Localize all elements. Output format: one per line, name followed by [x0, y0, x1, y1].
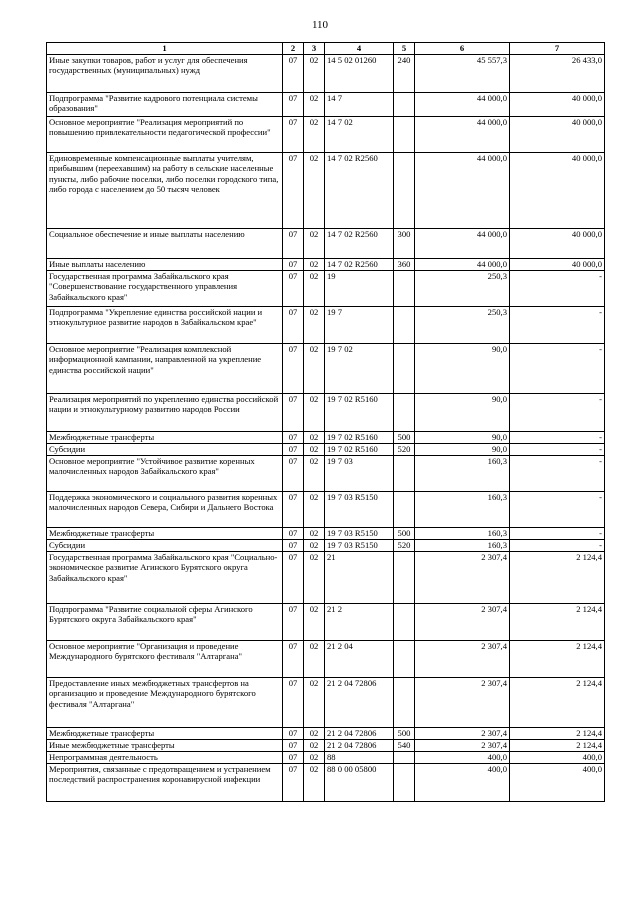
- row-target-article-cell: 14 7: [325, 93, 394, 117]
- row-section-cell: 07: [283, 752, 304, 764]
- row-expense-type-cell: [394, 394, 415, 432]
- row-target-article-cell: 14 5 02 01260: [325, 55, 394, 93]
- row-section-cell: 07: [283, 764, 304, 802]
- row-expense-type-cell: 520: [394, 444, 415, 456]
- row-subsection-cell: 02: [304, 55, 325, 93]
- row-subsection-cell: 02: [304, 678, 325, 728]
- row-target-article-cell: 14 7 02: [325, 117, 394, 153]
- row-target-article-cell: 19 7 03 R5150: [325, 492, 394, 528]
- row-amount-year2-cell: 2 124,4: [510, 641, 605, 678]
- row-amount-year2-cell: -: [510, 271, 605, 307]
- row-name-cell: Мероприятия, связанные с предотвращением и устранением последствий распространения коронавирусной инфекции: [47, 764, 283, 802]
- row-subsection-cell: 02: [304, 444, 325, 456]
- row-expense-type-cell: [394, 456, 415, 492]
- row-amount-year2-cell: -: [510, 344, 605, 394]
- row-target-article-cell: 19 7 02 R5160: [325, 394, 394, 432]
- row-name-cell: Предоставление иных межбюджетных трансфертов на организацию и проведение Международного бурятского фестиваля "Алтаргана": [47, 678, 283, 728]
- row-subsection-cell: 02: [304, 344, 325, 394]
- row-section-cell: 07: [283, 259, 304, 271]
- row-section-cell: 07: [283, 641, 304, 678]
- row-expense-type-cell: 360: [394, 259, 415, 271]
- row-amount-year1-cell: 250,3: [415, 271, 510, 307]
- row-amount-year2-cell: 40 000,0: [510, 117, 605, 153]
- row-target-article-cell: 19 7: [325, 307, 394, 344]
- row-amount-year1-cell: 160,3: [415, 528, 510, 540]
- row-section-cell: 07: [283, 492, 304, 528]
- row-amount-year2-cell: 400,0: [510, 752, 605, 764]
- row-amount-year1-cell: 2 307,4: [415, 728, 510, 740]
- row-target-article-cell: 14 7 02 R2560: [325, 229, 394, 259]
- row-amount-year2-cell: -: [510, 307, 605, 344]
- row-amount-year1-cell: 44 000,0: [415, 229, 510, 259]
- row-subsection-cell: 02: [304, 153, 325, 229]
- row-amount-year2-cell: 40 000,0: [510, 153, 605, 229]
- row-subsection-cell: 02: [304, 752, 325, 764]
- column-header: 5: [394, 43, 415, 55]
- table-row: [47, 432, 605, 444]
- row-expense-type-cell: 500: [394, 528, 415, 540]
- row-subsection-cell: 02: [304, 117, 325, 153]
- table-row: [47, 641, 605, 678]
- row-section-cell: 07: [283, 229, 304, 259]
- row-name-cell: Непрограммная деятельность: [47, 752, 283, 764]
- table-row: [47, 540, 605, 552]
- row-target-article-cell: 21 2 04 72806: [325, 740, 394, 752]
- row-target-article-cell: 19 7 03 R5150: [325, 528, 394, 540]
- row-expense-type-cell: [394, 678, 415, 728]
- row-amount-year1-cell: 2 307,4: [415, 678, 510, 728]
- row-amount-year1-cell: 2 307,4: [415, 604, 510, 641]
- row-amount-year2-cell: 2 124,4: [510, 552, 605, 604]
- row-amount-year1-cell: 400,0: [415, 764, 510, 802]
- row-section-cell: 07: [283, 55, 304, 93]
- row-target-article-cell: 14 7 02 R2560: [325, 153, 394, 229]
- table-body: [47, 55, 605, 802]
- row-section-cell: 07: [283, 93, 304, 117]
- row-target-article-cell: 88 0 00 05800: [325, 764, 394, 802]
- row-name-cell: Межбюджетные трансферты: [47, 432, 283, 444]
- row-subsection-cell: 02: [304, 540, 325, 552]
- row-name-cell: Субсидии: [47, 540, 283, 552]
- row-expense-type-cell: [394, 764, 415, 802]
- row-target-article-cell: 21 2 04 72806: [325, 678, 394, 728]
- row-name-cell: Иные закупки товаров, работ и услуг для обеспечения государственных (муниципальных) нужд: [47, 55, 283, 93]
- row-subsection-cell: 02: [304, 229, 325, 259]
- row-target-article-cell: 88: [325, 752, 394, 764]
- row-target-article-cell: 14 7 02 R2560: [325, 259, 394, 271]
- row-section-cell: 07: [283, 307, 304, 344]
- row-name-cell: Субсидии: [47, 444, 283, 456]
- row-subsection-cell: 02: [304, 764, 325, 802]
- row-amount-year2-cell: -: [510, 432, 605, 444]
- table-row: [47, 456, 605, 492]
- row-subsection-cell: 02: [304, 528, 325, 540]
- row-expense-type-cell: [394, 307, 415, 344]
- row-expense-type-cell: [394, 492, 415, 528]
- row-amount-year1-cell: 160,3: [415, 540, 510, 552]
- row-subsection-cell: 02: [304, 728, 325, 740]
- row-amount-year1-cell: 45 557,3: [415, 55, 510, 93]
- row-subsection-cell: 02: [304, 394, 325, 432]
- row-subsection-cell: 02: [304, 271, 325, 307]
- table-row: [47, 229, 605, 259]
- row-expense-type-cell: 540: [394, 740, 415, 752]
- row-name-cell: Основное мероприятие "Организация и проведение Международного бурятского фестиваля "Алтаргана": [47, 641, 283, 678]
- row-amount-year2-cell: 400,0: [510, 764, 605, 802]
- row-name-cell: Основное мероприятие "Реализация комплексной информационной кампании, направленной на укрепление единства российской нации": [47, 344, 283, 394]
- row-target-article-cell: 19: [325, 271, 394, 307]
- row-expense-type-cell: [394, 344, 415, 394]
- row-name-cell: Социальное обеспечение и иные выплаты населению: [47, 229, 283, 259]
- row-target-article-cell: 19 7 03 R5150: [325, 540, 394, 552]
- row-name-cell: Реализация мероприятий по укреплению единства российской нации и этнокультурному развитию народов России: [47, 394, 283, 432]
- row-amount-year2-cell: 2 124,4: [510, 604, 605, 641]
- row-target-article-cell: 19 7 02 R5160: [325, 444, 394, 456]
- row-expense-type-cell: [394, 552, 415, 604]
- row-section-cell: 07: [283, 678, 304, 728]
- row-section-cell: 07: [283, 394, 304, 432]
- row-amount-year2-cell: 26 433,0: [510, 55, 605, 93]
- table-row: [47, 259, 605, 271]
- row-name-cell: Подпрограмма "Укрепление единства российской нации и этнокультурное развитие народов в Забайкальском крае": [47, 307, 283, 344]
- row-expense-type-cell: [394, 604, 415, 641]
- row-amount-year1-cell: 2 307,4: [415, 552, 510, 604]
- row-amount-year1-cell: 400,0: [415, 752, 510, 764]
- row-expense-type-cell: 500: [394, 432, 415, 444]
- row-expense-type-cell: 520: [394, 540, 415, 552]
- row-subsection-cell: 02: [304, 492, 325, 528]
- row-section-cell: 07: [283, 728, 304, 740]
- row-name-cell: Иные выплаты населению: [47, 259, 283, 271]
- row-name-cell: Государственная программа Забайкальского края "Социально-экономическое развитие Агинского Бурятского округа Забайкальского края": [47, 552, 283, 604]
- row-subsection-cell: 02: [304, 604, 325, 641]
- column-header: 3: [304, 43, 325, 55]
- row-amount-year1-cell: 2 307,4: [415, 740, 510, 752]
- row-amount-year1-cell: 250,3: [415, 307, 510, 344]
- table-row: [47, 728, 605, 740]
- table-row: [47, 55, 605, 93]
- row-amount-year1-cell: 44 000,0: [415, 93, 510, 117]
- row-section-cell: 07: [283, 153, 304, 229]
- row-subsection-cell: 02: [304, 93, 325, 117]
- row-amount-year1-cell: 90,0: [415, 394, 510, 432]
- row-name-cell: Поддержка экономического и социального развития коренных малочисленных народов Севера, Сибири и Дальнего Востока: [47, 492, 283, 528]
- row-name-cell: Единовременные компенсационные выплаты учителям, прибывшим (переехавшим) на работу в сельские населенные пункты, либо рабочие поселки, либо поселки городского типа, либо города с населением до 50 тысяч человек: [47, 153, 283, 229]
- row-amount-year2-cell: -: [510, 528, 605, 540]
- row-section-cell: 07: [283, 344, 304, 394]
- row-amount-year1-cell: 44 000,0: [415, 117, 510, 153]
- row-expense-type-cell: [394, 641, 415, 678]
- row-section-cell: 07: [283, 456, 304, 492]
- row-subsection-cell: 02: [304, 307, 325, 344]
- table-row: [47, 604, 605, 641]
- row-target-article-cell: 19 7 02 R5160: [325, 432, 394, 444]
- page-number: 110: [311, 19, 329, 31]
- row-amount-year1-cell: 2 307,4: [415, 641, 510, 678]
- row-target-article-cell: 21 2 04: [325, 641, 394, 678]
- table-row: [47, 678, 605, 728]
- budget-table: [46, 42, 605, 802]
- row-section-cell: 07: [283, 552, 304, 604]
- row-name-cell: Основное мероприятие "Устойчивое развитие коренных малочисленных народов Забайкальского края": [47, 456, 283, 492]
- table-row: [47, 307, 605, 344]
- table-row: [47, 740, 605, 752]
- table-row: [47, 764, 605, 802]
- row-amount-year2-cell: 2 124,4: [510, 678, 605, 728]
- row-name-cell: Государственная программа Забайкальского края "Совершенствование государственного управления Забайкальского края": [47, 271, 283, 307]
- table-row: [47, 394, 605, 432]
- row-amount-year1-cell: 44 000,0: [415, 153, 510, 229]
- row-section-cell: 07: [283, 540, 304, 552]
- table-row: [47, 752, 605, 764]
- row-amount-year2-cell: -: [510, 444, 605, 456]
- row-section-cell: 07: [283, 432, 304, 444]
- row-amount-year1-cell: 44 000,0: [415, 259, 510, 271]
- column-header: 2: [283, 43, 304, 55]
- row-section-cell: 07: [283, 528, 304, 540]
- row-target-article-cell: 19 7 03: [325, 456, 394, 492]
- table-row: [47, 492, 605, 528]
- row-target-article-cell: 19 7 02: [325, 344, 394, 394]
- row-subsection-cell: 02: [304, 740, 325, 752]
- row-expense-type-cell: 500: [394, 728, 415, 740]
- row-target-article-cell: 21 2: [325, 604, 394, 641]
- row-expense-type-cell: [394, 117, 415, 153]
- table-row: [47, 444, 605, 456]
- row-subsection-cell: 02: [304, 456, 325, 492]
- row-amount-year1-cell: 160,3: [415, 492, 510, 528]
- row-section-cell: 07: [283, 444, 304, 456]
- table-row: [47, 153, 605, 229]
- row-expense-type-cell: [394, 153, 415, 229]
- row-amount-year2-cell: -: [510, 456, 605, 492]
- row-expense-type-cell: [394, 271, 415, 307]
- row-subsection-cell: 02: [304, 259, 325, 271]
- row-expense-type-cell: 240: [394, 55, 415, 93]
- row-subsection-cell: 02: [304, 432, 325, 444]
- column-header: 6: [415, 43, 510, 55]
- row-amount-year1-cell: 90,0: [415, 444, 510, 456]
- row-name-cell: Подпрограмма "Развитие кадрового потенциала системы образования": [47, 93, 283, 117]
- row-amount-year1-cell: 160,3: [415, 456, 510, 492]
- row-amount-year2-cell: 2 124,4: [510, 740, 605, 752]
- row-target-article-cell: 21 2 04 72806: [325, 728, 394, 740]
- row-name-cell: Подпрограмма "Развитие социальной сферы Агинского Бурятского округа Забайкальского края": [47, 604, 283, 641]
- column-header: 1: [47, 43, 283, 55]
- row-section-cell: 07: [283, 740, 304, 752]
- row-name-cell: Иные межбюджетные трансферты: [47, 740, 283, 752]
- row-subsection-cell: 02: [304, 552, 325, 604]
- row-section-cell: 07: [283, 604, 304, 641]
- row-amount-year2-cell: -: [510, 540, 605, 552]
- table-row: [47, 528, 605, 540]
- row-amount-year2-cell: -: [510, 492, 605, 528]
- table-row: [47, 344, 605, 394]
- table-row: [47, 117, 605, 153]
- row-expense-type-cell: 300: [394, 229, 415, 259]
- row-amount-year2-cell: 40 000,0: [510, 259, 605, 271]
- row-amount-year1-cell: 90,0: [415, 344, 510, 394]
- table-row: [47, 271, 605, 307]
- row-section-cell: 07: [283, 117, 304, 153]
- table-row: [47, 93, 605, 117]
- row-amount-year1-cell: 90,0: [415, 432, 510, 444]
- row-amount-year2-cell: 40 000,0: [510, 93, 605, 117]
- row-target-article-cell: 21: [325, 552, 394, 604]
- column-header: 4: [325, 43, 394, 55]
- row-section-cell: 07: [283, 271, 304, 307]
- row-amount-year2-cell: -: [510, 394, 605, 432]
- row-amount-year2-cell: 2 124,4: [510, 728, 605, 740]
- row-subsection-cell: 02: [304, 641, 325, 678]
- row-expense-type-cell: [394, 93, 415, 117]
- row-name-cell: Основное мероприятие "Реализация мероприятий по повышению привлекательности педагогической профессии": [47, 117, 283, 153]
- row-amount-year2-cell: 40 000,0: [510, 229, 605, 259]
- column-header: 7: [510, 43, 605, 55]
- row-name-cell: Межбюджетные трансферты: [47, 528, 283, 540]
- table-row: [47, 552, 605, 604]
- row-expense-type-cell: [394, 752, 415, 764]
- table-header-row: [47, 43, 605, 55]
- row-name-cell: Межбюджетные трансферты: [47, 728, 283, 740]
